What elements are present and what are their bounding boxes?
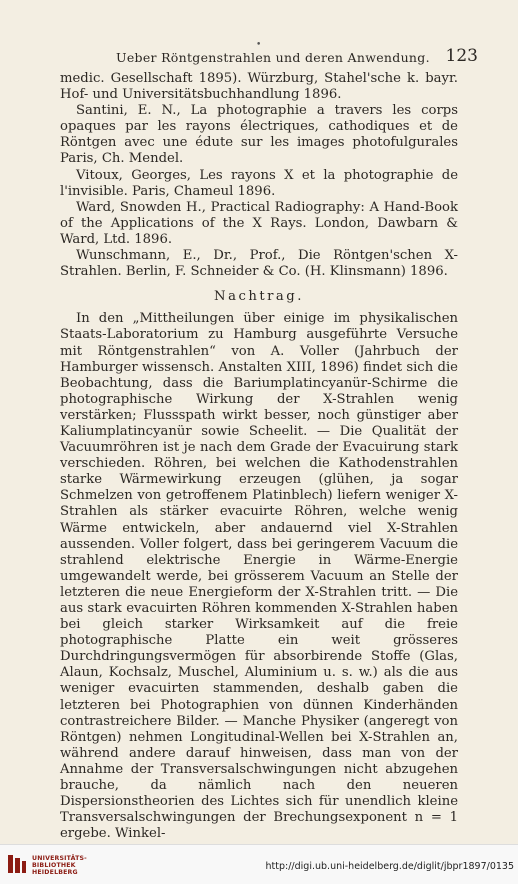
nachtrag-paragraph: In den „Mittheilungen über einige im physikalischen Staats-Laboratorium zu Hamburg ausgeführte Versuche mit Röntgenstrahlen“ von A. Voller (Jahrbuch der Hamburger wissensch. Anstalten XIII, 1896) findet sich die Beobachtung, dass die Bariumplatincyanür-Schirme die photographische Wirkung der X-Strahlen wenig verstärken; Flussspath wirkt besser, noch günstiger aber Kaliumplatincyanür sowie Scheelit. — Die Qualität der Vacuumröhren ist je nach dem Grade der Evacuirung stark verschieden. Röhren, bei welchen die Kathodenstrahlen starke Wärmewirkung erzeugen (glühen, ja sogar Schmelzen von getroffenem Platinblech) liefern weniger X-Strahlen als stärker evacuirte Röhren, welche wenig Wärme entwickeln, aber andauernd viel X-Strahlen aussenden. Voller folgert, dass bei geringerem Vacuum die strahlend elektrische Energie in Wärme-Energie umgewandelt werde, bei grösserem Vacuum an Stelle der letzteren die neue Energieform der X-Strahlen tritt. — Die aus stark evacuirten Röhren kommenden X-Strahlen haben bei gleich starker Wirksamkeit auf die freie photographische Platte ein weit grösseres Durchdringungsvermögen für absorbirende Stoffe (Glas, Alaun, Kochsalz, Muschel, Aluminium u. s. w.) als die aus weniger evacuirten stammenden, deshalb gaben die letzteren bei Photographien von dünnen Kinderhänden contrastreichere Bilder. — Manche Physiker (angeregt von Röntgen) nehmen Longitudinal-Wellen bei X-Strahlen an, während andere darauf hinweisen, dass man von der Annahme der Transversalschwingungen nicht abzugehen brauche, da nämlich nach den neueren Dispersionstheorien des Lichtes sich für unendlich kleine Transversalschwingungen der Brechungsexponent n = 1 ergebe. Winkel- [60, 311, 458, 842]
bibliography-entry: Ward, Snowden H., Practical Radiography: A Hand-Book of the Applications of the X Rays. London, Dawbarn & Ward, Ltd. 1896. [60, 199, 458, 247]
page-body [60, 71, 458, 842]
running-header [60, 46, 478, 66]
logo-line: BIBLIOTHEK [32, 862, 76, 869]
running-title: Ueber Röntgenstrahlen und deren Anwendung. [116, 50, 430, 65]
university-library-logo-icon [6, 853, 28, 875]
bibliography-entry: Wunschmann, E., Dr., Prof., Die Röntgen'schen X-Strahlen. Berlin, F. Schneider & Co. (H. Klinsmann) 1896. [60, 248, 458, 280]
page-number: 123 [445, 46, 478, 66]
bibliography-entry: Santini, E. N., La photographie a travers les corps opaques par les rayons électriques, cathodiques et de Röntgen avec une édute sur les images photofulgurales Paris, Ch. Mendel. [60, 103, 458, 167]
viewer-footer [0, 844, 518, 884]
section-heading: Nachtrag. [214, 289, 304, 305]
logo-line: HEIDELBERG [32, 869, 78, 876]
bibliography-entry: medic. Gesellschaft 1895). Würzburg, Stahel'sche k. bayr. Hof- und Universitätsbuchhandlung 1896. [60, 71, 458, 103]
logo-line: UNIVERSITÄTS- [32, 855, 87, 862]
library-logo-text [32, 855, 87, 876]
permalink-url[interactable]: http://digi.ub.uni-heidelberg.de/diglit/jbpr1897/0135 [265, 861, 514, 872]
page-mark: • [256, 40, 262, 50]
bibliography-entry: Vitoux, Georges, Les rayons X et la photographie de l'invisible. Paris, Chameul 1896. [60, 167, 458, 199]
